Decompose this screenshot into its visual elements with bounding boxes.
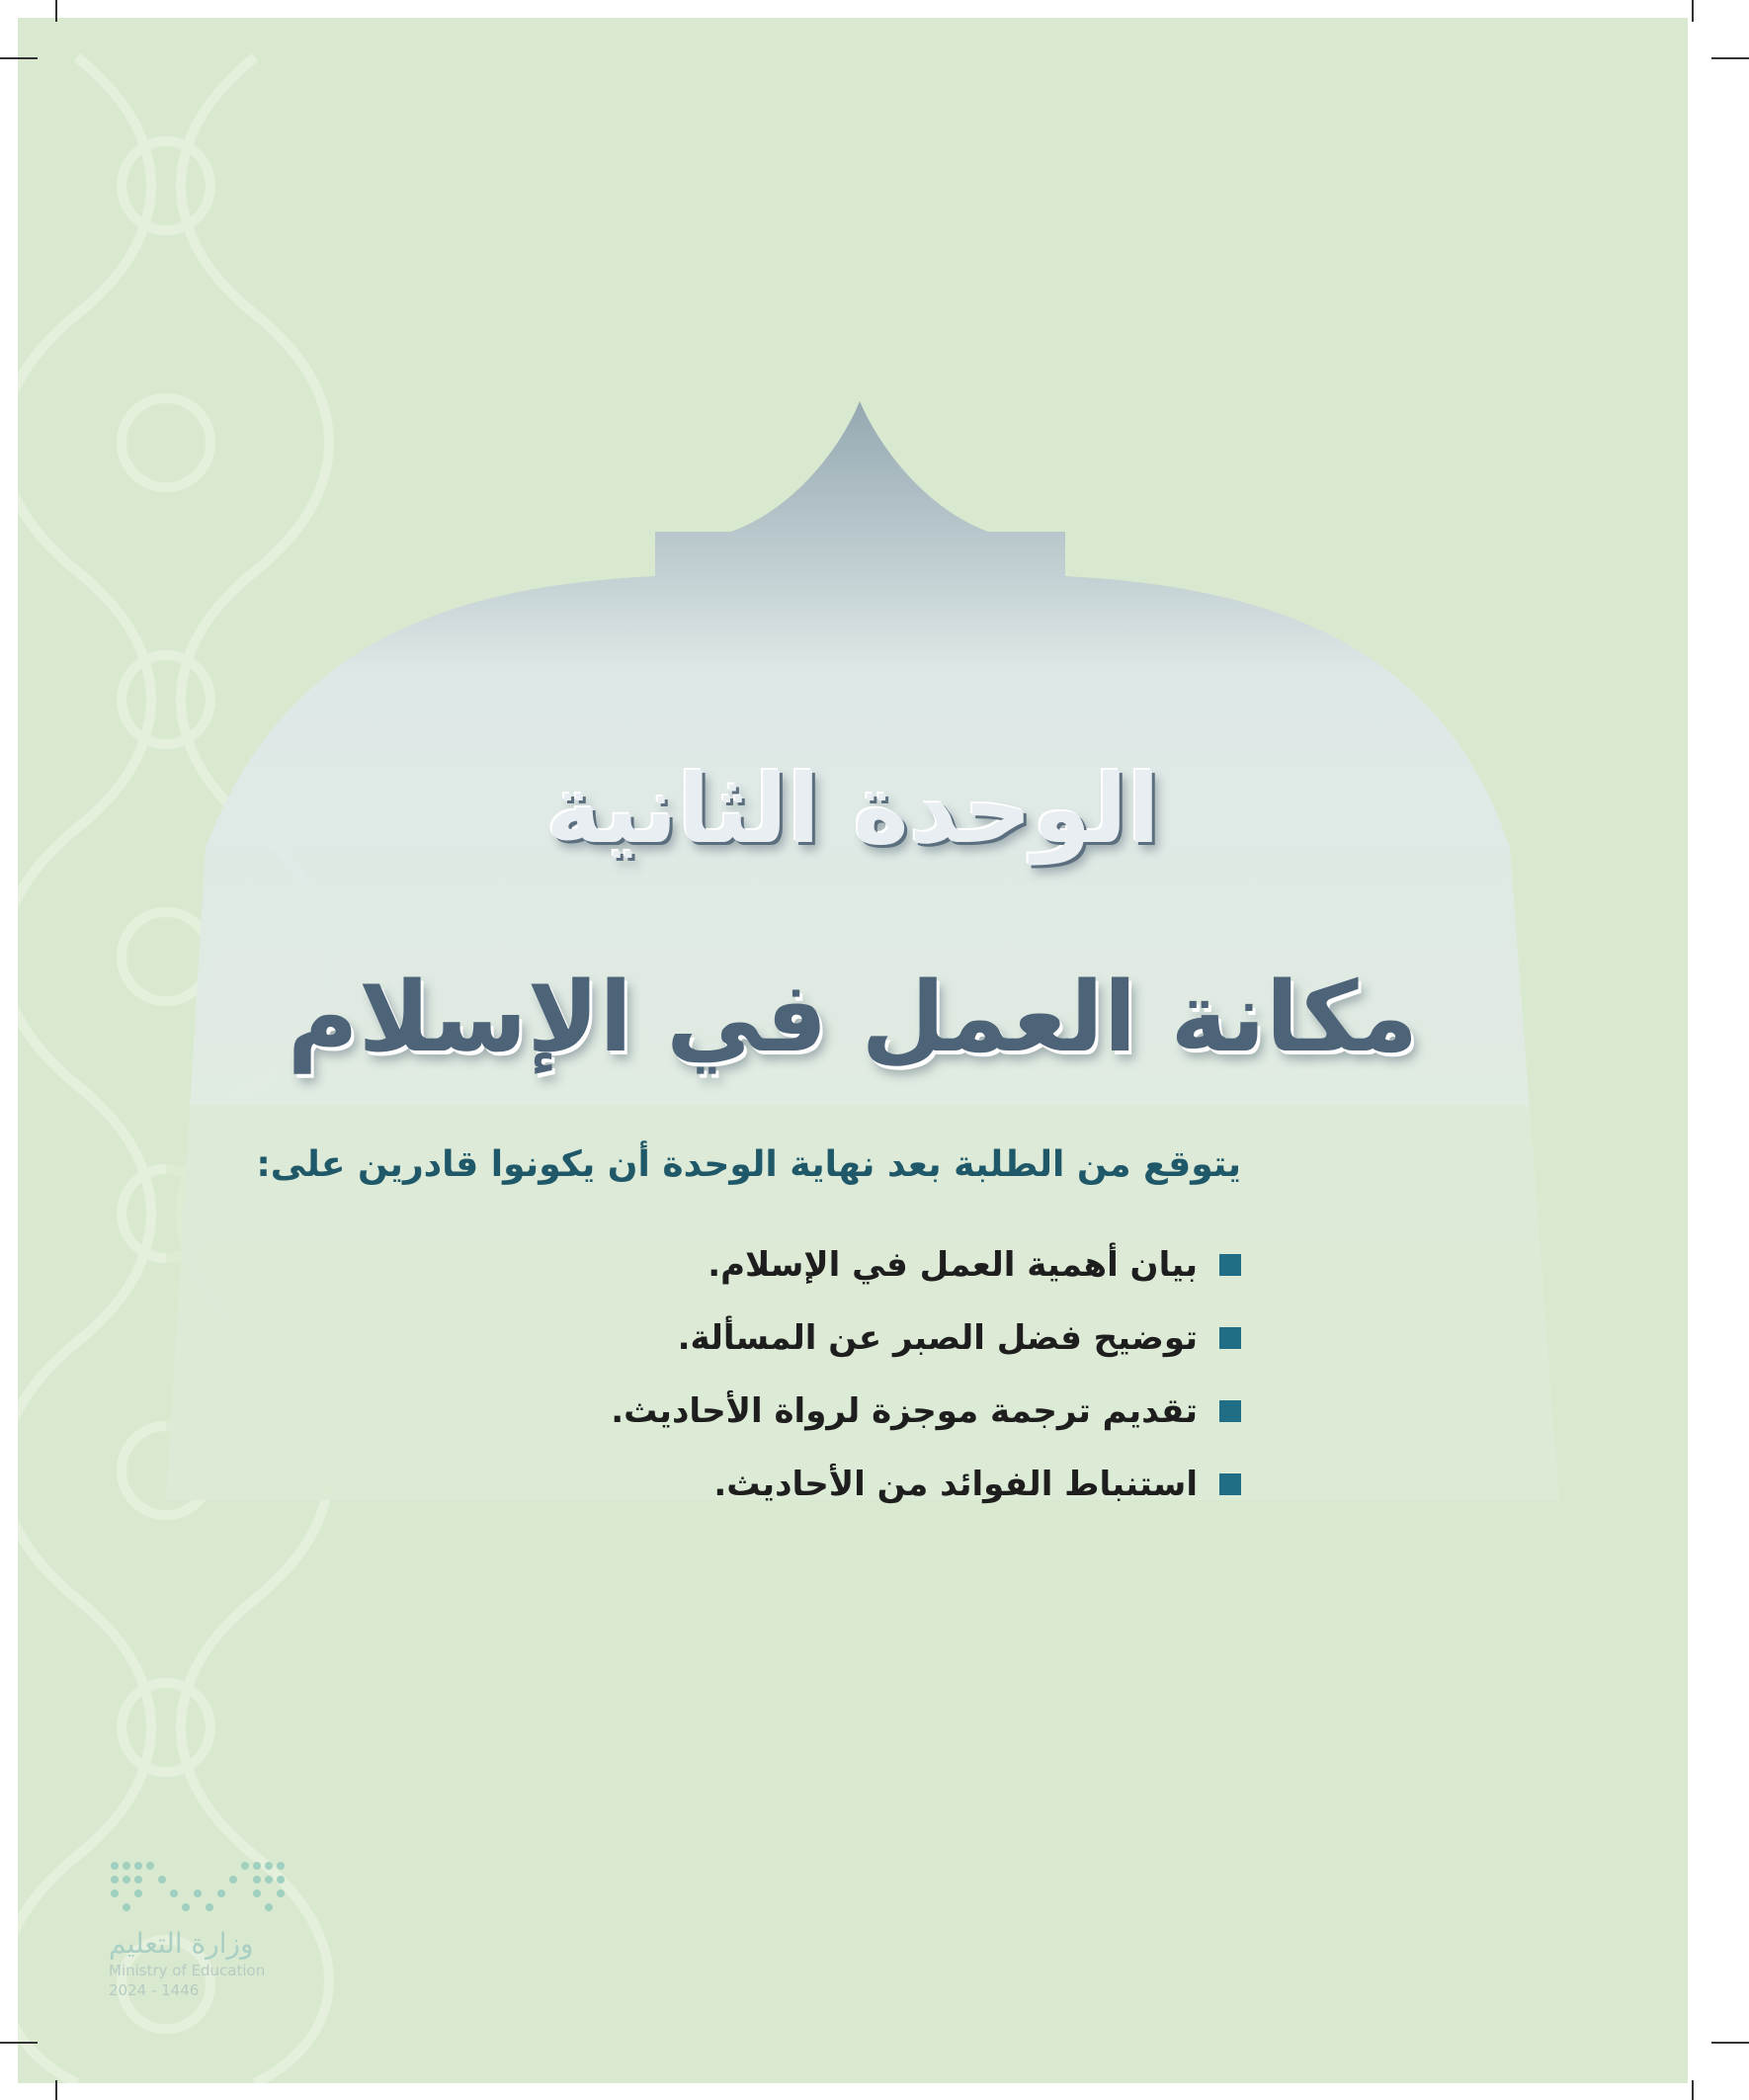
square-bullet-icon [1219, 1400, 1241, 1422]
objective-item: استنباط الفوائد من الأحاديث. [611, 1448, 1241, 1521]
page [18, 18, 1688, 2083]
crop-mark [1692, 2080, 1694, 2100]
objective-item: بيان أهمية العمل في الإسلام. [611, 1228, 1241, 1302]
unit-title: مكانة العمل في الإسلام [287, 962, 1419, 1074]
square-bullet-icon [1219, 1254, 1241, 1276]
ministry-dots-icon [109, 1858, 287, 1917]
crop-mark [1711, 2042, 1749, 2044]
crop-mark [1692, 0, 1694, 22]
square-bullet-icon [1219, 1473, 1241, 1495]
crop-mark [55, 0, 57, 22]
edition-year: 2024 - 1446 [109, 1981, 200, 1999]
objective-item: توضيح فضل الصبر عن المسألة. [611, 1302, 1241, 1375]
ministry-name-english: Ministry of Education [109, 1962, 266, 1979]
objective-item: تقديم ترجمة موجزة لرواة الأحاديث. [611, 1375, 1241, 1448]
crop-mark [0, 2042, 38, 2044]
unit-number-title: الوحدة الثانية [545, 754, 1160, 865]
square-bullet-icon [1219, 1327, 1241, 1349]
crop-mark [1711, 57, 1749, 59]
ministry-logo [109, 1858, 395, 1999]
crop-mark [0, 57, 38, 59]
ministry-name-arabic: وزارة التعليم [109, 1927, 254, 1960]
objectives-list [611, 1228, 1241, 1521]
objectives-intro: يتوقع من الطلبة بعد نهاية الوحدة أن يكونوا قادرين على: [256, 1144, 1241, 1185]
crop-mark [55, 2080, 57, 2100]
